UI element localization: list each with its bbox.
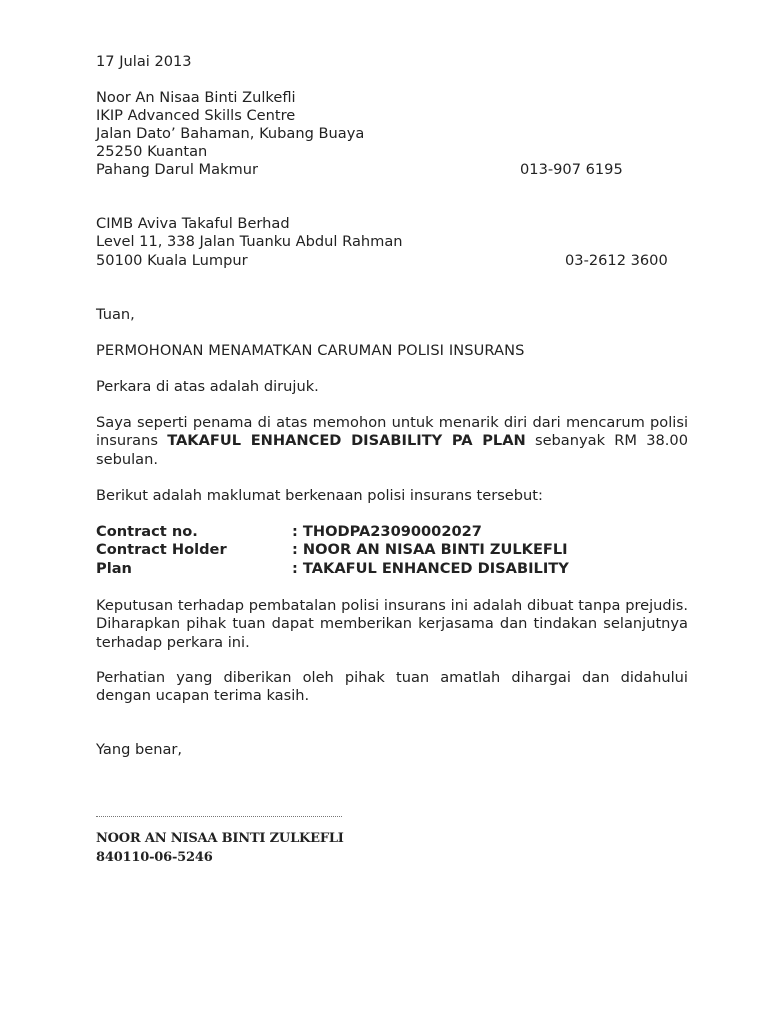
paragraph-details-intro: Berikut adalah maklumat berkenaan polisi insurans tersebut: — [96, 487, 543, 504]
detail-value: : THODPA23090002027 — [292, 523, 482, 540]
paragraph-request — [96, 414, 688, 469]
sender-phone: 013-907 6195 — [520, 161, 623, 178]
letter-date: 17 Julai 2013 — [96, 53, 192, 70]
sender-address-line: 25250 Kuantan — [96, 143, 208, 160]
request-text-end: sebanyak RM 38.00 sebulan. — [96, 432, 689, 468]
recipient-name: CIMB Aviva Takaful Berhad — [96, 215, 290, 232]
sender-address-line: IKIP Advanced Skills Centre — [96, 107, 296, 124]
detail-label: Contract Holder — [96, 541, 227, 558]
recipient-address-line: 50100 Kuala Lumpur — [96, 252, 248, 269]
paragraph-reference: Perkara di atas adalah dirujuk. — [96, 378, 319, 395]
salutation: Tuan, — [96, 306, 135, 323]
detail-value: : NOOR AN NISAA BINTI ZULKEFLI — [292, 541, 568, 558]
sender-address-line: Jalan Dato’ Bahaman, Kubang Buaya — [96, 125, 365, 142]
detail-value: : TAKAFUL ENHANCED DISABILITY — [292, 560, 569, 577]
detail-label: Plan — [96, 560, 132, 577]
letter-subject: PERMOHONAN MENAMATKAN CARUMAN POLISI INSURANS — [96, 342, 525, 359]
plan-name: TAKAFUL ENHANCED DISABILITY PA PLAN — [167, 432, 526, 450]
detail-label: Contract no. — [96, 523, 198, 540]
signatory-name: NOOR AN NISAA BINTI ZULKEFLI — [96, 831, 344, 846]
closing: Yang benar, — [96, 741, 183, 758]
sender-name: Noor An Nisaa Binti Zulkefli — [96, 89, 296, 106]
signature-line — [96, 816, 342, 817]
request-text: Saya seperti penama di atas memohon untuk menarik diri dari mencarum polisi insurans — [96, 414, 688, 450]
paragraph-thanks: Perhatian yang diberikan oleh pihak tuan amatlah dihargai dan didahului dengan ucapan terima kasih. — [96, 669, 688, 705]
signatory-ic-number: 840110-06-5246 — [96, 850, 213, 865]
recipient-phone: 03-2612 3600 — [565, 252, 668, 269]
sender-address-line: Pahang Darul Makmur — [96, 161, 259, 178]
recipient-address-line: Level 11, 338 Jalan Tuanku Abdul Rahman — [96, 233, 403, 250]
paragraph-decision: Keputusan terhadap pembatalan polisi insurans ini adalah dibuat tanpa prejudis. Diharapkan pihak tuan dapat memberikan kerjasama dan tindakan selanjutnya terhadap perkara ini. — [96, 597, 688, 651]
